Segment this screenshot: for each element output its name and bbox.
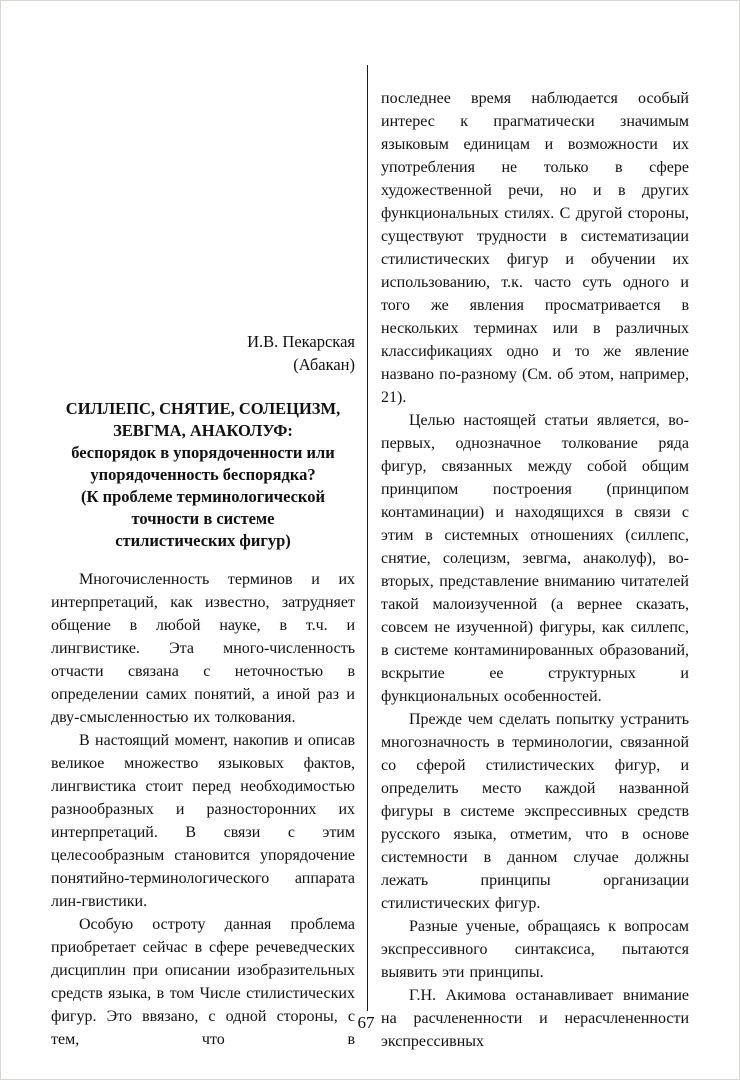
right-column (381, 87, 689, 1053)
paragraph: Прежде чем сделать попытку устранить многозначность в терминологии, связанной со сферой стилистических фигур, и определить место каждой названной фигуры в системе экспрессивных средств русского языка, отметим, что в основе системности в данном случае должны лежать принципы организации стилистических фигур. (381, 711, 689, 912)
top-spacer (51, 87, 355, 330)
paragraph: Многочисленность терминов и их интерпретаций, как известно, затрудняет общение в любой науке, в т.ч. и лингвистике. Эта много-численность отчасти связана с неточностью в определении самих понятий, а иной раз и дву-смысленностью их толкования. (51, 571, 355, 726)
author-name: И.В. Пекарская (247, 332, 355, 351)
column-divider (367, 65, 368, 1011)
author-location: (Абакан) (293, 355, 355, 374)
page-number: 67 (357, 1013, 375, 1032)
paragraph: Целью настоящей статьи является, во-первых, однозначное толкование ряда фигур, связанных между собой общим принципом построения (принципом контаминации) и находящихся в связи с этим в системных отношениях (силлепс, снятие, солецизм, зевгма, анаколуф), во-вторых, представление вниманию читателей такой малоизученной (а вернее сказать, совсем не изученной) фигуры, как силлепс, в системе контаминированных образований, вскрытие ее структурных и функциональных особенностей. (381, 412, 689, 705)
author-block (51, 330, 355, 376)
paragraph: Разные ученые, обращаясь к вопросам экспрессивного синтаксиса, пытаются выявить эти принципы. (381, 918, 689, 981)
title-line: стилистических фигур) (115, 531, 291, 550)
paragraph: Особую остроту данная проблема приобретает сейчас в сфере речеведческих дисциплин при описании изобразительных средств языка, в том Числе стилистических фигур. Это ввязано, с одной стороны, с тем, что в (51, 916, 355, 1048)
paragraph: В настоящий момент, накопив и описав великое множество языковых фактов, лингвистика стоит перед необходимостью разнообразных и разносторонних их интерпретаций. В связи с этим целесообразным становится упорядочение понятийно-терминологического аппарата лин-гвистики. (51, 732, 355, 910)
title-line: (К проблеме терминологической (81, 487, 325, 506)
title-line: ЗЕВГМА, АНАКОЛУФ: (113, 421, 293, 440)
title-line: упорядоченность беспорядка? (90, 465, 316, 484)
title-line: СИЛЛЕПС, СНЯТИЕ, СОЛЕЦИЗМ, (65, 399, 341, 418)
paragraph: Г.Н. Акимова останавливает внимание на расчлененности и нерасчлененности экспрессивных (381, 987, 689, 1050)
left-column (51, 87, 355, 1051)
paragraph: последнее время наблюдается особый интерес к прагматически значимым языковым единицам и возможности их употребления не только в сфере художественной речи, но и в других функциональных стилях. С другой стороны, существуют трудности в систематизации стилистических фигур и обучении их использованию, т.к. часто суть одного и того же явления просматривается в нескольких терминах или в различных классификациях одно и то же явление названо по-разному (См. об этом, например, 21). (381, 90, 689, 406)
title-line: беспорядок в упорядоченности или (71, 443, 335, 462)
title-line: точности в системе (131, 509, 275, 528)
article-title (51, 398, 355, 552)
